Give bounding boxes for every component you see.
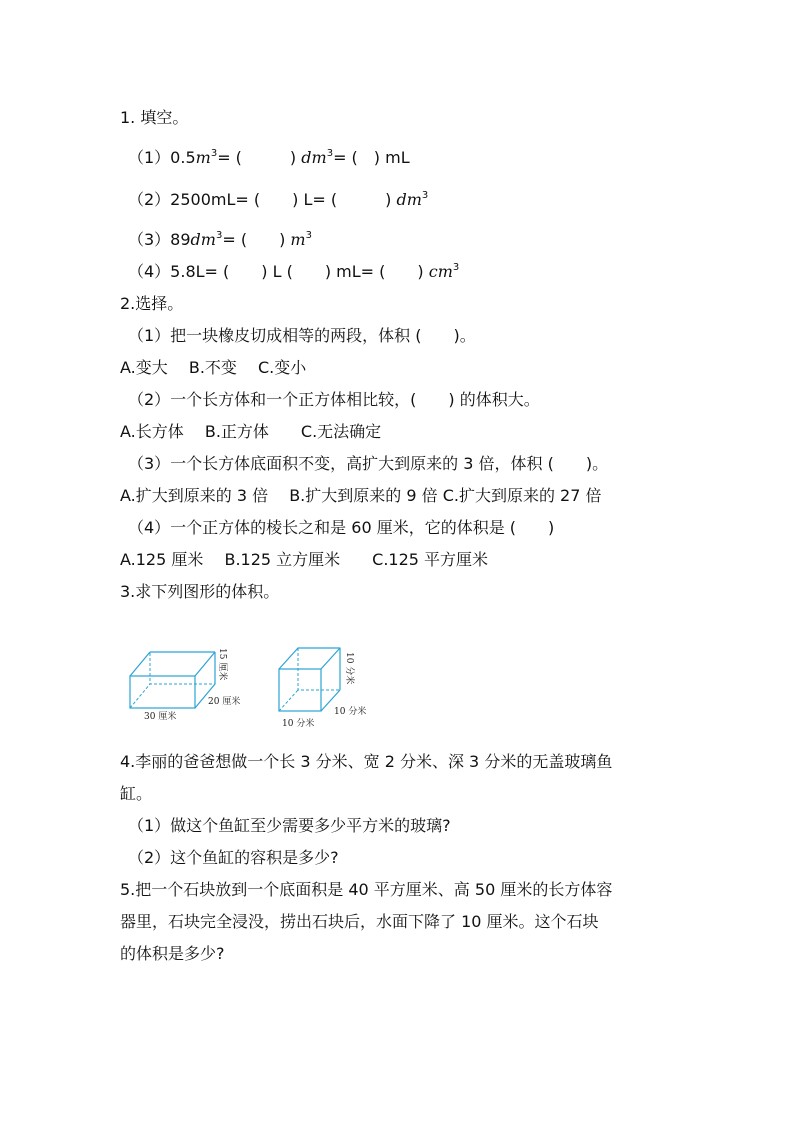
q1-item-4: （4）5.8L= ( ) L ( ) mL= ( ) $cm^3$ [128,261,460,281]
cuboid-diagram [130,648,240,722]
q4-question-1: （1）做这个鱼缸至少需要多少平方米的玻璃? [128,816,451,835]
q2-question-4: （4）一个正方体的棱长之和是 60 厘米，它的体积是 ( ) [128,518,555,537]
q4-question-2: （2）这个鱼缸的容积是多少? [128,848,339,867]
q5-text-line-3: 的体积是多少? [120,944,225,963]
q1-item-3: $(3)89dm^3=$ ( ) $m^3$ [128,229,312,249]
q2-options-1: A.变大 B.不变 C.变小 [120,358,307,377]
q2-options-3: A.扩大到原来的 3 倍 B.扩大到原来的 9 倍 C.扩大到原来的 27 倍 [120,486,602,505]
volume-figures [120,640,400,740]
cube-bottom-label: 10 分米 [282,719,315,729]
cube-edge-tr [321,648,340,669]
cuboid-edge-tl [130,652,150,676]
q2-question-1: （1）把一块橡皮切成相等的两段，体积 ( )。 [128,326,476,345]
cube-edge-tl [279,648,298,669]
q2-title: 2.选择。 [120,294,184,313]
q2-question-3: （3）一个长方体底面积不变，高扩大到原来的 3 倍，体积 ( )。 [128,454,609,473]
cube-height-label: 10 分米 [344,652,354,685]
cuboid-width-label: 20 厘米 [208,697,241,707]
q1-title: 1. 填空。 [120,108,189,127]
q3-title: 3.求下列图形的体积。 [120,582,280,601]
cube-depth-label: 10 分米 [334,707,367,717]
cuboid-edge-bl-hidden [130,684,150,708]
cuboid-back-face [150,652,215,684]
cuboid-height-label: 15 厘米 [217,648,227,681]
q1-item-2: （2）2500mL= ( ) L= ( ) $dm^3$ [128,189,429,209]
cuboid-edge-tr [195,652,215,676]
cuboid-length-label: 30 厘米 [144,712,177,722]
cube-front-face [279,669,321,711]
q4-text-line-1: 4.李丽的爸爸想做一个长 3 分米、宽 2 分米、深 3 分米的无盖玻璃鱼 [120,752,613,771]
q2-question-2: （2）一个长方体和一个正方体相比较，( ) 的体积大。 [128,390,540,409]
q4-text-line-2: 缸。 [120,784,153,803]
cube-diagram [279,648,366,729]
q5-text-line-1: 5.把一个石块放到一个底面积是 40 平方厘米、高 50 厘米的长方体容 [120,880,613,899]
q5-text-line-2: 器里，石块完全浸没，捞出石块后，水面下降了 10 厘米。这个石块 [120,912,599,931]
cube-edge-bl-hidden [279,690,298,711]
cuboid-front-face [130,676,195,708]
q1-item-1: $(1)0.5m^3=$ ( ) $dm^3=$ ( ) mL [128,147,410,167]
q2-options-2: A.长方体 B.正方体 C.无法确定 [120,422,382,441]
q2-options-4: A.125 厘米 B.125 立方厘米 C.125 平方厘米 [120,550,489,569]
